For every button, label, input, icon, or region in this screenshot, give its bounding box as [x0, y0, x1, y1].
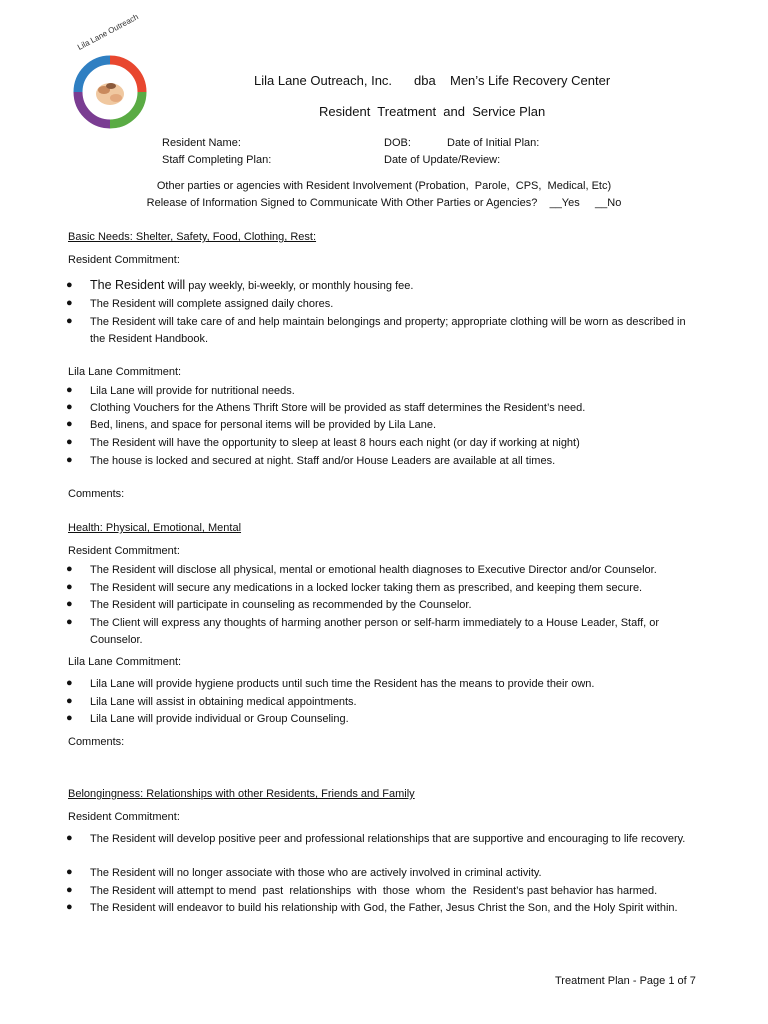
initial-plan-label: Date of Initial Plan: [447, 137, 540, 149]
bullet-icon: ● [66, 712, 73, 724]
health-resident-label: Resident Commitment: [68, 545, 180, 557]
document-title: Resident Treatment and Service Plan [319, 104, 546, 119]
logo-arc-text: Lila Lane Outreach [76, 12, 140, 52]
update-label: Date of Update/Review: [384, 154, 501, 166]
health-heading: Health: Physical, Emotional, Mental [68, 522, 242, 534]
center-name: Men’s Life Recovery Center [450, 73, 611, 88]
resident-name-label: Resident Name: [162, 137, 241, 149]
bullet-icon: ● [66, 401, 73, 413]
bullet-icon: ● [66, 677, 73, 689]
bullet-icon: ● [66, 901, 73, 913]
page-footer: Treatment Plan - Page 1 of 7 [555, 975, 696, 987]
bullet-icon: ● [66, 418, 73, 430]
basic-resident-label: Resident Commitment: [68, 254, 180, 266]
bullet-icon: ● [66, 454, 73, 466]
bullet-icon: ● [66, 563, 73, 575]
basic-needs-heading: Basic Needs: Shelter, Safety, Food, Clothing, Rest: [68, 231, 317, 243]
bullet-icon: ● [66, 884, 73, 896]
release-line: Release of Information Signed to Communicate With Other Parties or Agencies? __Yes __No [146, 197, 622, 209]
bullet-icon: ● [66, 297, 73, 309]
health-comments-label: Comments: [68, 736, 125, 748]
bullet-icon: ● [66, 695, 73, 707]
lila-lane-logo [64, 12, 156, 138]
bullet-icon: ● [66, 866, 73, 878]
bullet-icon: ● [66, 436, 73, 448]
bullet-icon: ● [66, 598, 73, 610]
bullet-icon: ● [66, 315, 73, 327]
parties-line: Other parties or agencies with Resident Involvement (Probation, Parole, CPS, Medical, Etc) [156, 180, 612, 192]
bullet-icon: ● [66, 384, 73, 396]
basic-lila-label: Lila Lane Commitment: [68, 366, 182, 378]
dba-label: dba [414, 73, 436, 88]
bullet-icon: ● [66, 279, 73, 291]
bullet-icon: ● [66, 616, 73, 628]
belongingness-heading: Belongingness: Relationships with other Residents, Friends and Family [68, 788, 415, 800]
staff-label: Staff Completing Plan: [162, 154, 272, 166]
belong-resident-label: Resident Commitment: [68, 811, 180, 823]
health-lila-label: Lila Lane Commitment: [68, 656, 182, 668]
basic-comments-label: Comments: [68, 488, 125, 500]
dob-label: DOB: [384, 137, 411, 149]
org-name: Lila Lane Outreach, Inc. [254, 73, 393, 88]
bullet-icon: ● [66, 832, 73, 844]
bullet-icon: ● [66, 581, 73, 593]
